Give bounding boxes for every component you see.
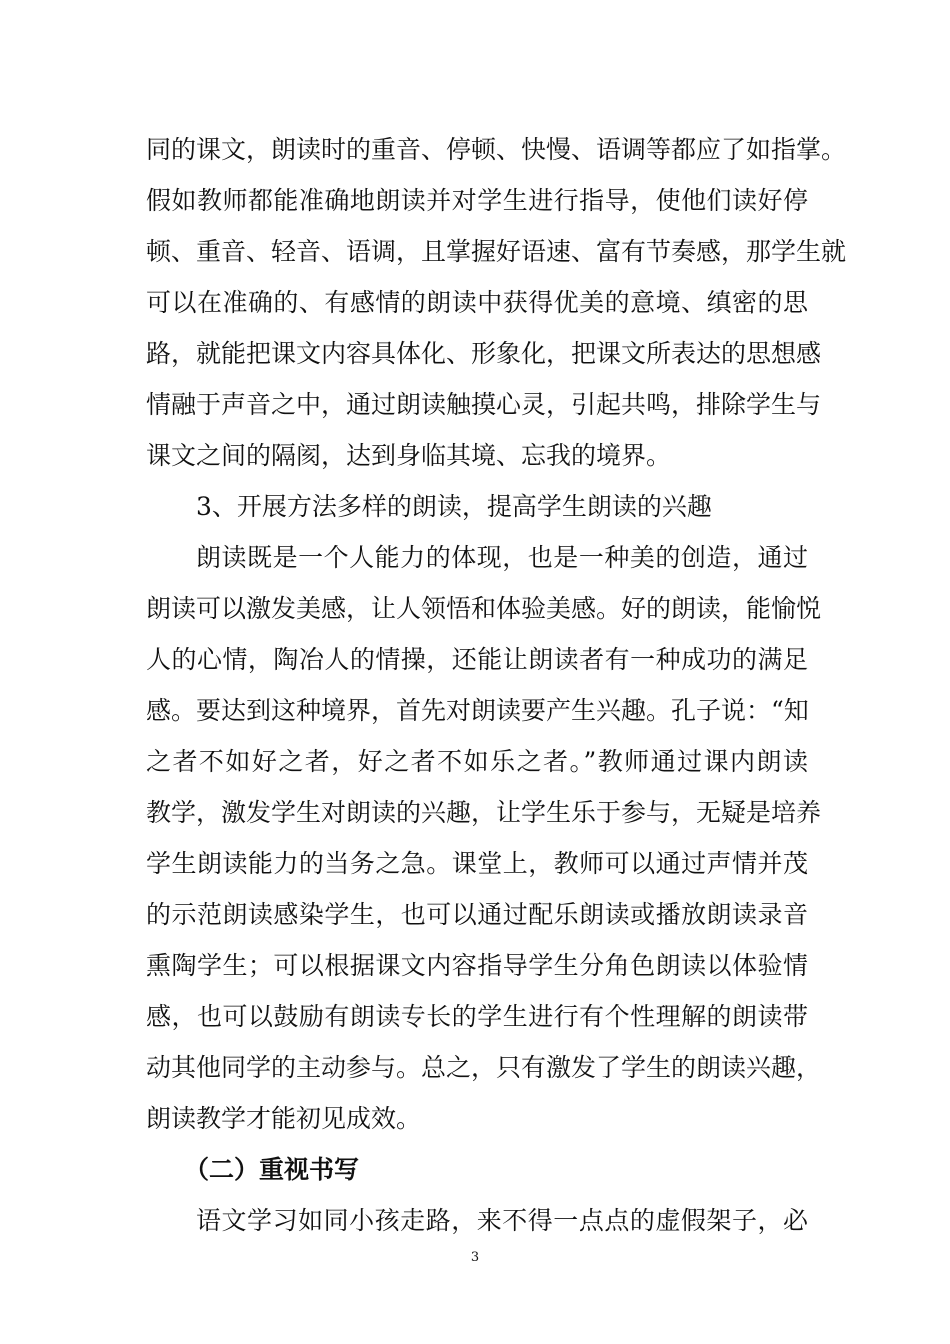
body-text-line: 感，也可以鼓励有朗读专长的学生进行有个性理解的朗读带 <box>146 1002 808 1031</box>
body-text-line: 人的心情，陶冶人的情操，还能让朗读者有一种成功的满足 <box>146 645 808 674</box>
body-text-line: 情融于声音之中，通过朗读触摸心灵，引起共鸣，排除学生与 <box>146 390 822 419</box>
body-text-line: 语文学习如同小孩走路，来不得一点点的虚假架子，必 <box>196 1206 808 1235</box>
body-text-line: 动其他同学的主动参与。总之，只有激发了学生的朗读兴趣， <box>146 1053 822 1082</box>
body-text-line: 感。要达到这种境界，首先对朗读要产生兴趣。孔子说：“知 <box>146 696 809 725</box>
body-text-line: 路，就能把课文内容具体化、形象化，把课文所表达的思想感 <box>146 339 822 368</box>
body-text-line: 课文之间的隔阂，达到身临其境、忘我的境界。 <box>146 441 672 470</box>
subheading-line: 3、开展方法多样的朗读，提高学生朗读的兴趣 <box>196 492 712 521</box>
body-text-line: 之者不如好之者，好之者不如乐之者。”教师通过课内朗读 <box>146 747 808 776</box>
body-text-line: 假如教师都能准确地朗读并对学生进行指导，使他们读好停 <box>146 186 808 215</box>
body-text-line: 熏陶学生；可以根据课文内容指导学生分角色朗读以体验情 <box>146 951 808 980</box>
body-text-line: 朗读可以激发美感，让人领悟和体验美感。好的朗读，能愉悦 <box>146 594 822 623</box>
body-text-line: 朗读既是一个人能力的体现，也是一种美的创造，通过 <box>196 543 808 572</box>
page-number: 3 <box>470 1250 480 1265</box>
body-text-line: 顿、重音、轻音、语调，且掌握好语速、富有节奏感，那学生就 <box>146 237 847 266</box>
body-text-line: 的示范朗读感染学生，也可以通过配乐朗读或播放朗读录音 <box>146 900 808 929</box>
body-text-line: 教学，激发学生对朗读的兴趣，让学生乐于参与，无疑是培养 <box>146 798 822 827</box>
body-text-line: 可以在准确的、有感情的朗读中获得优美的意境、缜密的思 <box>146 288 808 317</box>
section-heading: （二）重视书写 <box>184 1155 360 1184</box>
body-text-line: 同的课文，朗读时的重音、停顿、快慢、语调等都应了如指掌。 <box>146 135 847 164</box>
body-text-line: 学生朗读能力的当务之急。课堂上，教师可以通过声情并茂 <box>146 849 808 878</box>
body-text-line: 朗读教学才能初见成效。 <box>146 1104 422 1133</box>
